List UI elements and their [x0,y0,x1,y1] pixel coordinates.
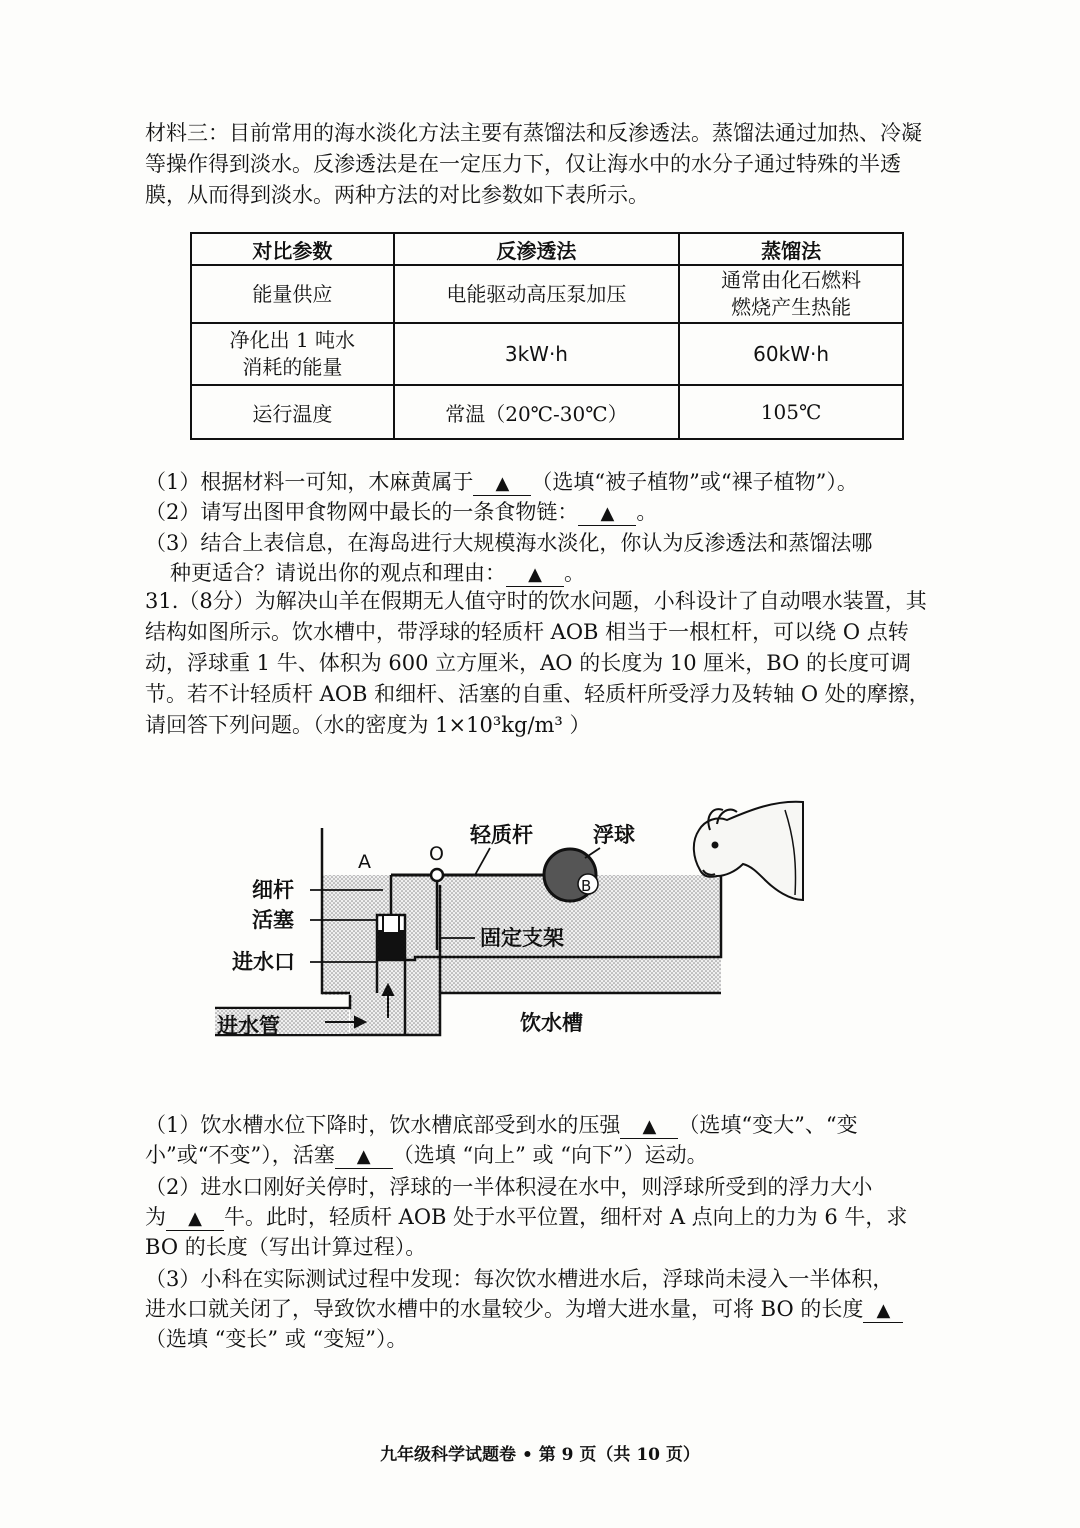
answer-blank[interactable]: ▲ [863,1298,903,1323]
q31-part3-line1: （3）小科在实际测试过程中发现：每次饮水槽进水后，浮球尚未浸入一半体积， [145,1267,894,1291]
label-pipe: 进水管 [217,1014,280,1038]
cell-param [191,323,394,385]
answer-blank[interactable]: ▲ [578,501,636,526]
cell-param-line2: 消耗的能量 [242,355,343,379]
q30-part1: （1）根据材料一可知，木麻黄属于 ▲ （选填“被子植物”或“裸子植物”）。 [145,470,858,494]
table-row [191,323,903,385]
q31-part3-line2: 进水口就关闭了，导致饮水槽中的水量较少。为增大进水量，可将 BO 的长度 ▲ [145,1294,903,1324]
q30-part3-line2: 种更适合？请说出你的观点和理由： ▲ 。 [170,561,585,585]
label-ball: 浮球 [593,823,635,847]
q31-part2-line1: （2）进水口刚好关停时，浮球的一半体积浸在水中，则浮球所受到的浮力大小 [145,1175,873,1199]
cell-dist [679,265,903,323]
cell-dist-line1: 通常由化石燃料 [721,268,862,292]
q31-part2-line2: 为 ▲ 牛。此时，轻质杆 AOB 处于水平位置，细杆对 A 点向上的力为 6 牛，求 [145,1205,908,1229]
cell-dist: 105℃ [679,385,903,439]
q31-part3-line3: （选填 “变长” 或 “变短”）。 [145,1327,408,1351]
label-trough: 饮水槽 [520,1011,583,1035]
label-bracket: 固定支架 [480,926,564,950]
label-thin-rod: 细杆 [252,878,294,902]
label-piston: 活塞 [252,908,294,932]
q30-part2: （2）请写出图甲食物网中最长的一条食物链： ▲ 。 [145,500,658,524]
pivot-o [431,869,443,881]
cell-dist-line2: 燃烧产生热能 [731,295,852,319]
label-rod: 轻质杆 [470,823,533,847]
piston-top [383,915,399,933]
cell-param-line1: 净化出 1 吨水 [229,328,356,352]
header-distillation: 蒸馏法 [679,233,903,265]
answer-blank[interactable]: ▲ [166,1206,224,1231]
answer-blank[interactable]: ▲ [506,562,564,587]
piston-cap [377,930,405,958]
label-a: A [358,851,371,873]
header-param: 对比参数 [191,233,394,265]
table-row [191,385,903,439]
q31-part1-line2: 小”或“不变”），活塞 ▲ （选填 “向上” 或 “向下”）运动。 [145,1143,708,1167]
cell-param: 运行温度 [191,385,394,439]
answer-blank[interactable]: ▲ [473,471,531,496]
table-header-row [191,233,903,265]
q31-part2-line3: BO 的长度（写出计算过程）。 [145,1235,427,1259]
material-three-text: 材料三：目前常用的海水淡化方法主要有蒸馏法和反渗透法。蒸馏法通过加热、冷凝等操作得到淡水。反渗透法是在一定压力下，仅让海水中的水分子通过特殊的半透膜，从而得到淡水。两种方法的对比参数如下表所示。 [145,121,922,207]
answer-blank[interactable]: ▲ [335,1144,393,1169]
table-row [191,265,903,323]
label-o: O [429,843,444,865]
comparison-table [190,232,904,440]
cell-ro: 常温（20℃-30℃） [394,385,679,439]
cell-param: 能量供应 [191,265,394,323]
page-footer: 九年级科学试题卷 • 第 9 页（共 10 页） [380,1445,700,1465]
q30-part3-line1: （3）结合上表信息，在海岛进行大规模海水淡化，你认为反渗透法和蒸馏法哪 [145,531,873,555]
q31-stem: 31.（8分）为解决山羊在假期无人值守时的饮水问题，小科设计了自动喂水装置，其结构如图所示。饮水槽中，带浮球的轻质杆 AOB 相当于一根杠杆，可以绕 O 点转动，浮球重 1 牛、体积为 600 立方厘米，AO 的长度为 10 厘米，BO 的长度可调节。若不计轻质杆 AOB 和细杆、活塞的自重、轻质杆所受浮力及转轴 O 处的摩擦，请回答下列问题。（水的密度为 1×10³kg/m³ ） [145,589,930,737]
water-feeder-diagram [205,790,825,1055]
label-b: B [581,877,592,895]
header-reverse-osmosis: 反渗透法 [394,233,679,265]
q31-part1-line1: （1）饮水槽水位下降时，饮水槽底部受到水的压强 ▲ （选填“变大”、“变 [145,1113,858,1137]
cell-dist: 60kW·h [679,323,903,385]
cell-ro: 3kW·h [394,323,679,385]
answer-blank[interactable]: ▲ [620,1114,678,1139]
label-inlet: 进水口 [232,950,295,974]
cell-ro: 电能驱动高压泵加压 [394,265,679,323]
